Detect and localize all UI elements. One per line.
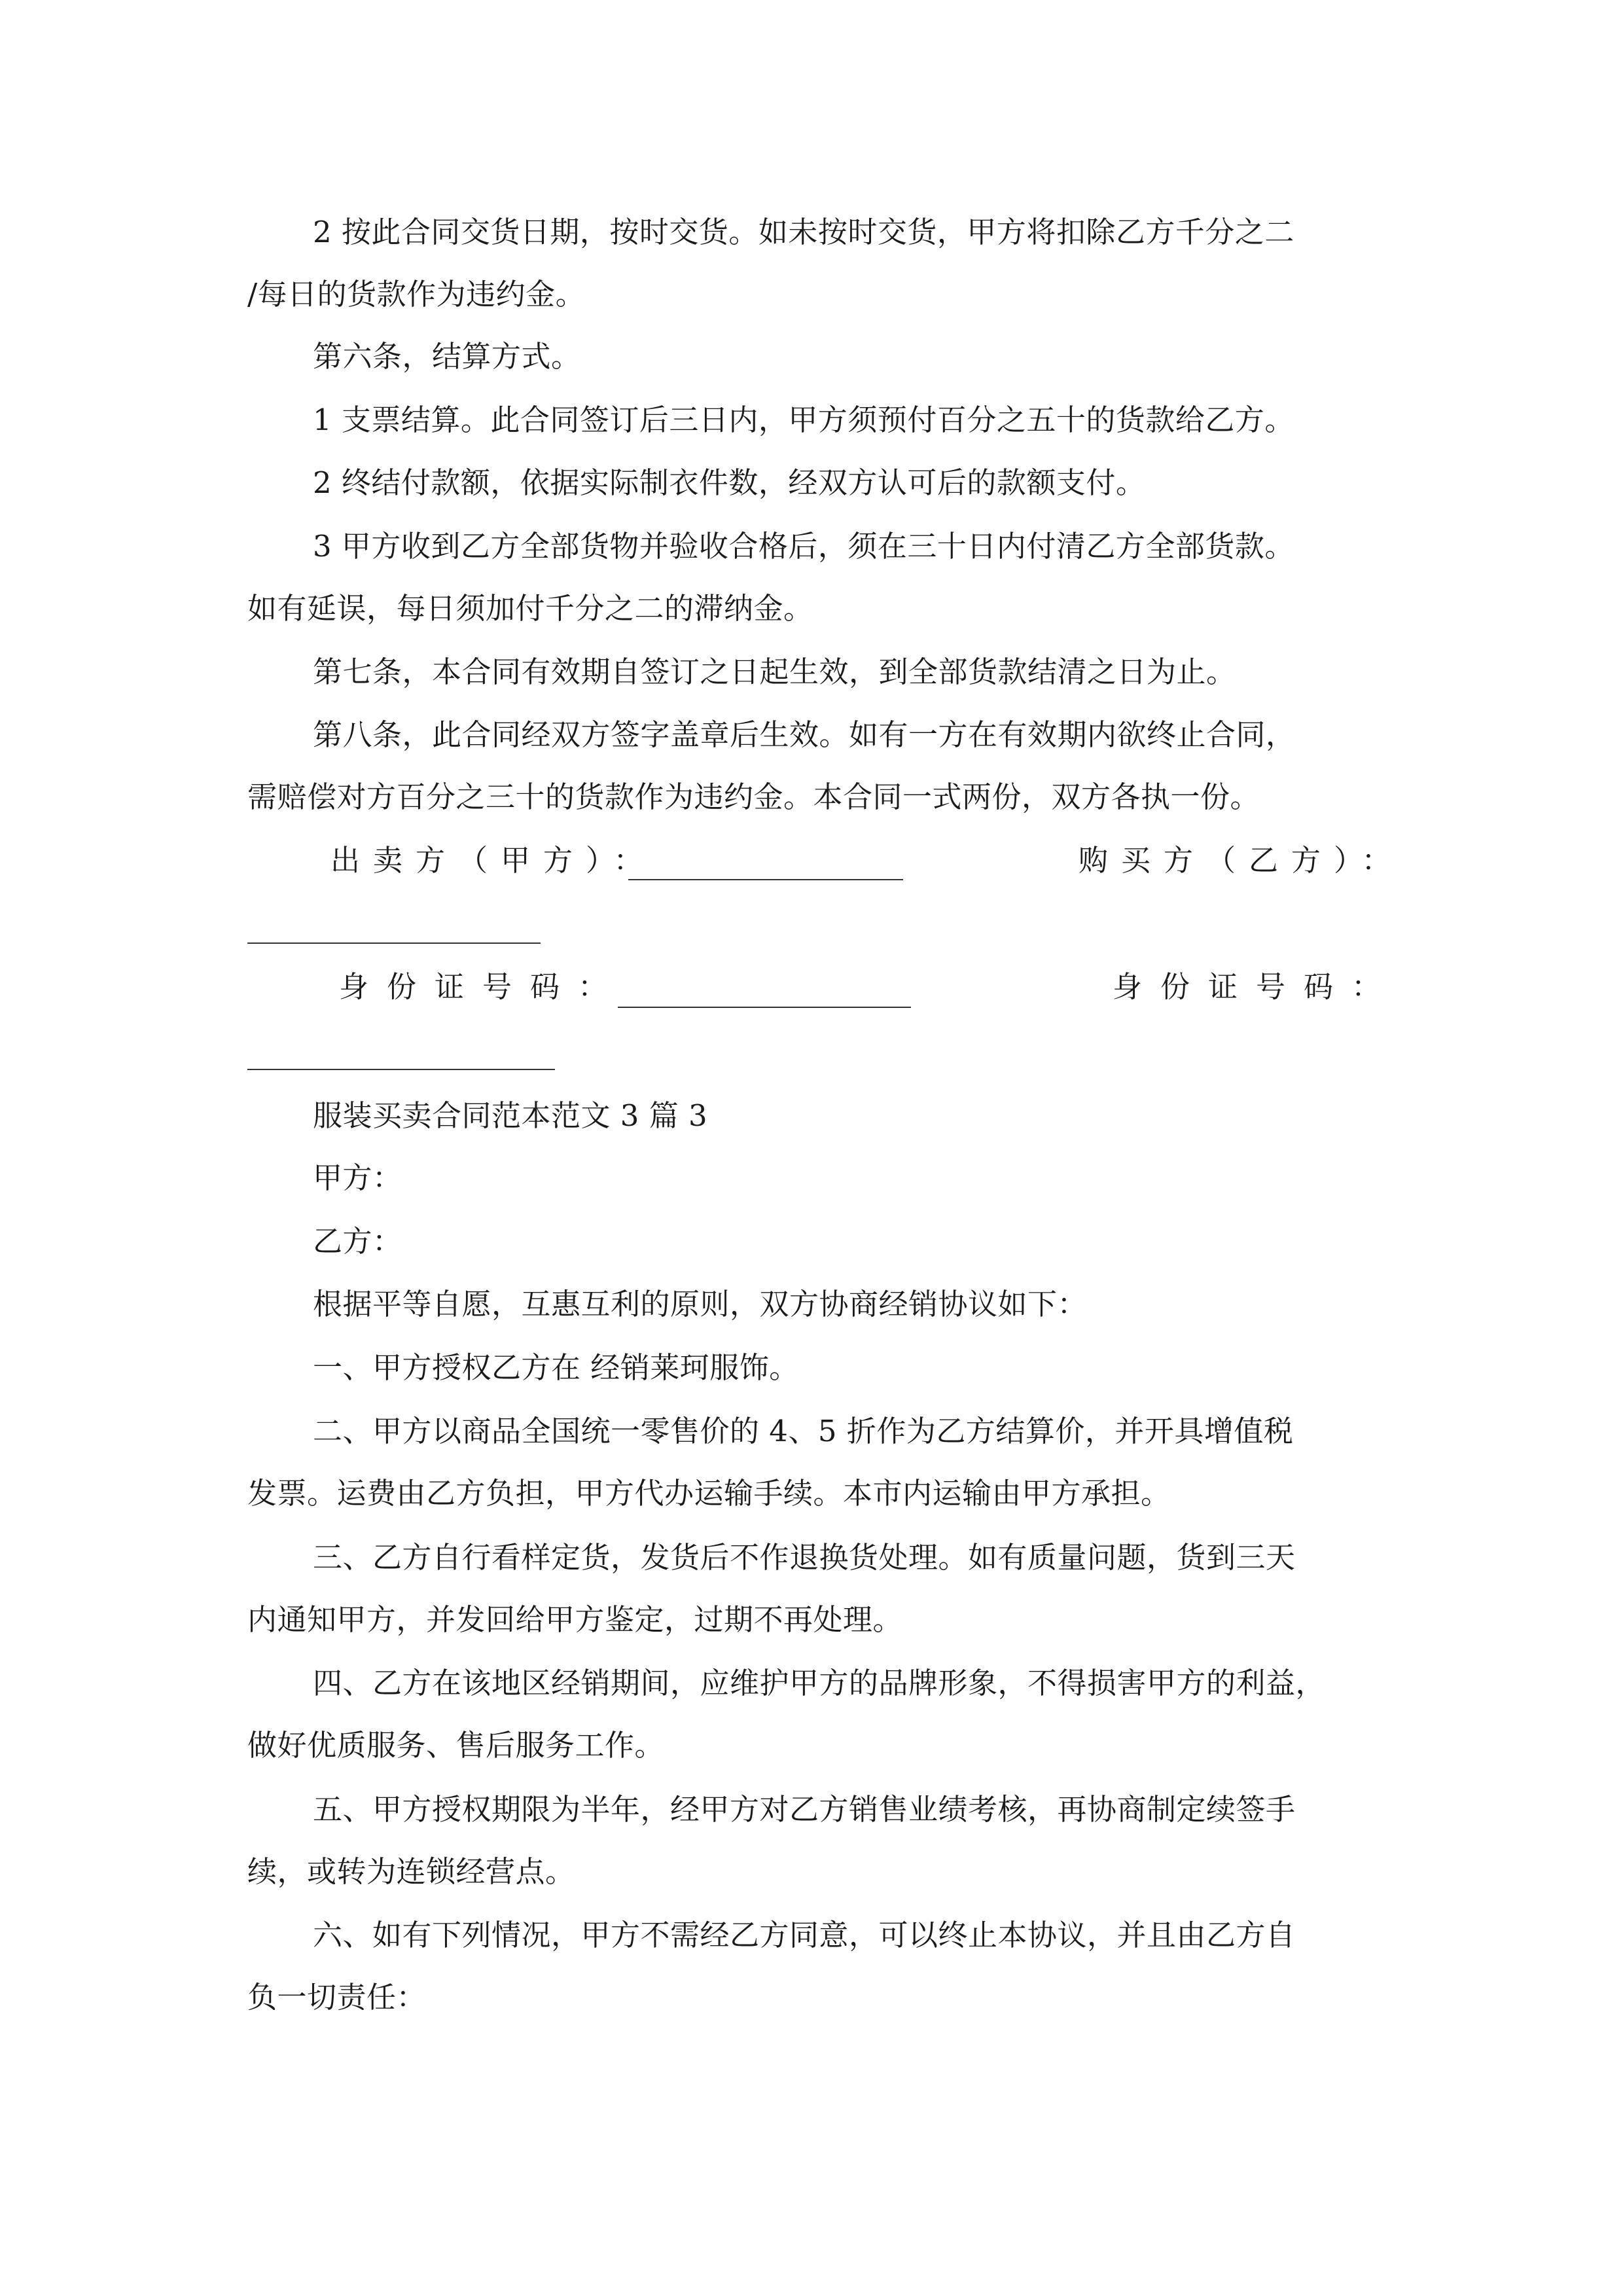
seller-signature-line	[628, 879, 903, 880]
article-7: 第七条，本合同有效期自签订之日起生效，到全部货款结清之日为止。	[313, 655, 1236, 689]
article-6-item-3-line-1: 3 甲方收到乙方全部货物并验收合格后，须在三十日内付清乙方全部货款。	[313, 529, 1294, 564]
clause-6-line-1: 六、如有下列情况，甲方不需经乙方同意，可以终止本协议，并且由乙方自	[313, 1918, 1296, 1952]
clause-5-line-2: 续，或转为连锁经营点。	[247, 1854, 575, 1889]
article-8-line-1: 第八条，此合同经双方签字盖章后生效。如有一方在有效期内欲终止合同，	[313, 717, 1296, 752]
clause-3-line-2: 内通知甲方，并发回给甲方鉴定，过期不再处理。	[247, 1602, 903, 1637]
article-6-heading: 第六条，结算方式。	[313, 339, 581, 374]
buyer-label: 购买方（乙方）：	[1079, 843, 1404, 878]
paragraph-delivery-line-2: /每日的货款作为违约金。	[247, 277, 586, 312]
seller-label: 出卖方（甲方）：	[330, 843, 656, 878]
id-number-label-left: 身份证号码：	[339, 969, 626, 1004]
clause-4-line-1: 四、乙方在该地区经销期间，应维护甲方的品牌形象，不得损害甲方的利益，	[313, 1666, 1326, 1700]
id-number-line-right	[247, 1069, 555, 1070]
contract-3-intro: 根据平等自愿，互惠互利的原则，双方协商经销协议如下：	[313, 1287, 1088, 1321]
contract-3-title: 服装买卖合同范本范文 3 篇 3	[313, 1098, 708, 1133]
clause-3-line-1: 三、乙方自行看样定货，发货后不作退换货处理。如有质量问题，货到三天	[313, 1540, 1296, 1575]
party-a-label: 甲方：	[313, 1160, 402, 1195]
clause-2-line-2: 发票。运费由乙方负担，甲方代办运输手续。本市内运输由甲方承担。	[247, 1476, 1171, 1511]
article-6-item-1: 1 支票结算。此合同签订后三日内，甲方须预付百分之五十的货款给乙方。	[313, 403, 1294, 437]
clause-4-line-2: 做好优质服务、售后服务工作。	[247, 1728, 665, 1763]
clause-5-line-1: 五、甲方授权期限为半年，经甲方对乙方销售业绩考核，再协商制定续签手	[313, 1792, 1296, 1827]
party-b-label: 乙方：	[313, 1224, 402, 1259]
clause-1: 一、甲方授权乙方在 经销莱珂服饰。	[313, 1350, 799, 1385]
article-6-item-2: 2 终结付款额，依据实际制衣件数，经双方认可后的款额支付。	[313, 465, 1146, 500]
paragraph-delivery-line-1: 2 按此合同交货日期，按时交货。如未按时交货，甲方将扣除乙方千分之二	[313, 215, 1294, 249]
article-8-line-2: 需赔偿对方百分之三十的货款作为违约金。本合同一式两份，双方各执一份。	[247, 780, 1260, 814]
id-number-label-right: 身份证号码：	[1113, 969, 1400, 1004]
id-number-line-left	[618, 1007, 911, 1008]
clause-2-line-1: 二、甲方以商品全国统一零售价的 4、5 折作为乙方结算价，并开具增值税	[313, 1414, 1294, 1448]
clause-6-line-2: 负一切责任：	[247, 1980, 427, 2015]
article-6-item-3-line-2: 如有延误，每日须加付千分之二的滞纳金。	[247, 591, 813, 626]
buyer-signature-line	[247, 942, 541, 944]
